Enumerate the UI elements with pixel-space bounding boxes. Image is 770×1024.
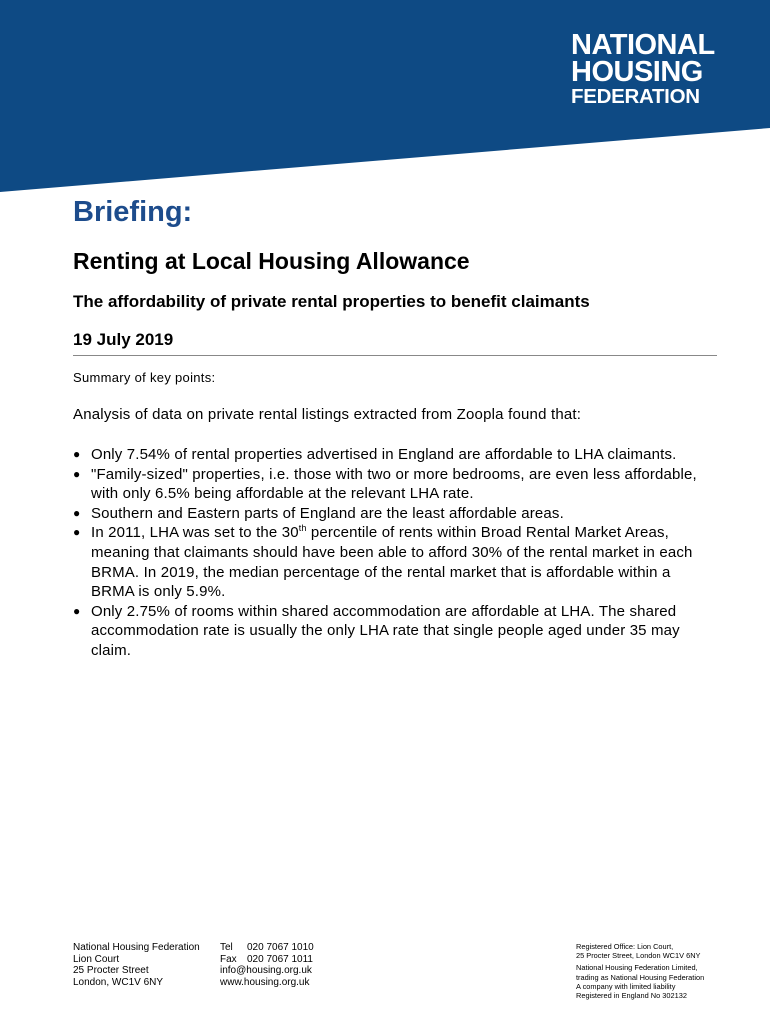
address-line: National Housing Federation	[73, 942, 200, 953]
legal-line: A company with limited liability	[576, 981, 676, 991]
registered-line: 25 Procter Street, London WC1V 6NY	[576, 951, 701, 961]
list-item-text: Only 2.75% of rooms within shared accommodation are affordable at LHA. The shared accommodation rate is usually the only LHA rate that single people aged under 35 may claim.	[91, 602, 680, 659]
bullet-icon: ●	[73, 466, 81, 481]
footer-registration	[576, 942, 704, 1000]
intro-text: Analysis of data on private rental listings extracted from Zoopla found that:	[73, 406, 582, 423]
list-item	[73, 445, 713, 465]
address-line: London, WC1V 6NY	[73, 976, 164, 988]
legal-line: trading as National Housing Federation	[576, 972, 705, 982]
list-item-text: percentile of rents within Broad Rental Market Areas, meaning that claimants should have been able to afford 30% of the rental market in each BRMA. In 2019, the median percentage of the rental market that is affordable within a BRMA is only 5.9%.	[91, 524, 693, 601]
footer-contact	[220, 942, 314, 988]
address-line: 25 Procter Street	[73, 965, 149, 977]
fax-number: 020 7067 1011	[247, 953, 313, 965]
registered-line: Registered Office: Lion Court,	[576, 942, 674, 951]
key-points-list	[73, 445, 713, 661]
divider	[73, 355, 717, 356]
document-type-heading: Briefing:	[73, 196, 193, 228]
nhf-logo	[571, 29, 715, 108]
legal-line: Registered in England No 302132	[576, 991, 687, 1001]
footer-address	[73, 942, 200, 988]
legal-line: National Housing Federation Limited,	[576, 963, 698, 973]
website-link[interactable]: www.housing.org.uk	[220, 976, 310, 988]
list-item-text: Only 7.54% of rental properties advertised in England are affordable to LHA claimants.	[91, 446, 677, 463]
list-item	[73, 504, 713, 524]
list-item	[73, 465, 713, 504]
email-link[interactable]: info@housing.org.uk	[220, 965, 312, 977]
logo-line: HOUSING	[571, 56, 703, 88]
bullet-icon: ●	[73, 603, 81, 618]
tel-line	[220, 942, 314, 954]
fax-line	[220, 954, 314, 966]
list-item	[73, 523, 713, 601]
list-item-text: In 2011, LHA was set to the 30	[91, 524, 299, 542]
list-item	[73, 602, 713, 661]
list-item-text: "Family-sized" properties, i.e. those with two or more bedrooms, are even less affordable, with only 6.5% being affordable at the relevant LHA rate.	[91, 465, 697, 503]
logo-line: NATIONAL	[571, 29, 715, 61]
summary-label: Summary of key points:	[73, 370, 216, 385]
fax-label: Fax	[220, 953, 237, 965]
publication-date: 19 July 2019	[73, 330, 174, 349]
logo-line: FEDERATION	[571, 85, 700, 108]
page-title: Renting at Local Housing Allowance	[73, 248, 470, 274]
bullet-icon: ●	[73, 447, 81, 461]
list-item-text: Southern and Eastern parts of England are the least affordable areas.	[91, 504, 564, 522]
tel-number: 020 7067 1010	[247, 942, 314, 953]
bullet-icon: ●	[73, 525, 81, 540]
address-line: Lion Court	[73, 953, 120, 965]
ordinal-suffix: th	[298, 523, 307, 534]
bullet-icon: ●	[73, 505, 81, 520]
tel-label: Tel	[220, 942, 233, 953]
page-subtitle: The affordability of private rental properties to benefit claimants	[73, 292, 590, 311]
